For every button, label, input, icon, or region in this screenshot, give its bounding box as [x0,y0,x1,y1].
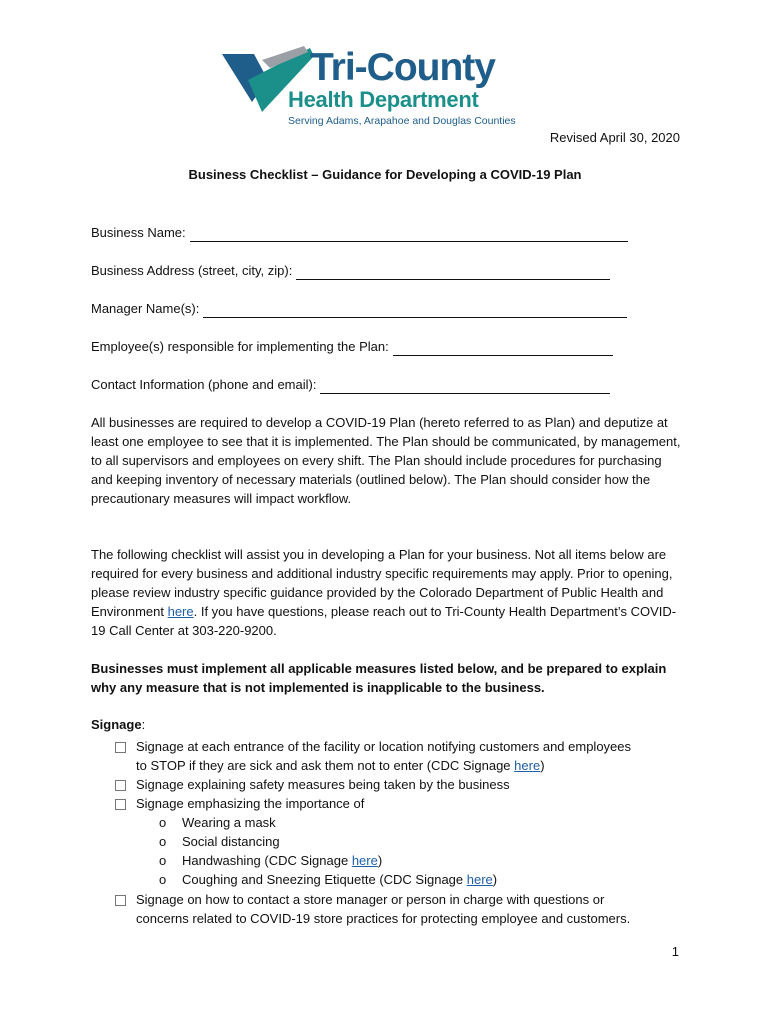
must-implement-paragraph: Businesses must implement all applicable measures listed below, and be prepared to explain why any measure that is not implemented is inapplicable to the business. [91,661,667,695]
sub-item-text-close: ) [377,853,383,868]
handwashing-link[interactable]: here [351,853,378,868]
checklist-item-safety-measures [136,775,510,794]
cdphe-guidance-link[interactable]: here [167,604,194,619]
revised-date: Revised April 30, 2020 [549,130,680,145]
checkbox[interactable] [115,799,126,810]
signage-heading [91,715,145,734]
item-text: Signage at each entrance of the facility or location notifying customers and employees [136,739,632,754]
checkbox[interactable] [115,895,126,906]
business-address-label: Business Address (street, city, zip): [91,263,293,278]
employee-responsible-label: Employee(s) responsible for implementing the Plan: [91,339,389,354]
business-name-field [91,224,628,242]
bullet-marker: o [159,815,167,830]
logo-subtitle: Health Department [288,87,479,112]
sub-item-text: Handwashing (CDC Signage [182,853,352,868]
checklist-paragraph [91,545,683,640]
item-text: Signage on how to contact a store manager or person in charge with questions or [136,892,605,907]
checklist-item-contact-manager-cont [136,909,630,928]
logo-serving-text: Serving Adams, Arapahoe and Douglas Counties [288,115,516,127]
checklist-item-entrance-signage-cont [136,756,545,775]
contact-info-blank[interactable] [320,379,610,394]
item-text-close: ) [540,758,545,773]
page-title: Business Checklist – Guidance for Developing a COVID-19 Plan [188,167,582,182]
logo-title: Tri-County [310,46,495,89]
sub-item-distancing [159,832,280,851]
sub-item-coughing [159,870,498,889]
employee-responsible-blank[interactable] [393,341,613,356]
item-text: to STOP if they are sick and ask them not to enter (CDC Signage [136,758,515,773]
bullet-marker: o [159,853,167,868]
manager-name-field [91,300,627,318]
checklist-text-after: . If you have questions, please reach out to Tri-County Health Department’s COVID-19 Call Center at 303-220-9200. [91,604,677,638]
contact-info-field [91,376,610,394]
sub-item-mask [159,813,276,832]
manager-name-blank[interactable] [203,303,627,318]
page-number: 1 [671,944,679,959]
item-text: concerns related to COVID-19 store practices for protecting employee and customers. [136,911,631,926]
tri-county-logo [222,44,552,130]
intro-paragraph: All businesses are required to develop a COVID-19 Plan (hereto referred to as Plan) and deputize at least one employee to see that it is implemented. The Plan should be communicated, by management, to all supervisors and employees on every shift. The Plan should include procedures for purchasing and keeping inventory of necessary materials (outlined below). The Plan should consider how the precautionary measures will impact workflow. [91,415,681,506]
checkbox[interactable] [115,742,126,753]
cdc-signage-link[interactable]: here [514,758,541,773]
employee-responsible-field [91,338,613,356]
coughing-etiquette-link[interactable]: here [466,872,493,887]
signage-heading-colon: : [141,717,146,732]
business-name-label: Business Name: [91,225,186,240]
business-address-blank[interactable] [296,265,610,280]
contact-info-label: Contact Information (phone and email): [91,377,317,392]
bullet-marker: o [159,834,167,849]
checkbox[interactable] [115,780,126,791]
business-name-blank[interactable] [190,227,628,242]
bullet-marker: o [159,872,167,887]
sub-item-handwashing [159,851,383,870]
signage-heading-text: Signage [91,717,142,732]
item-text: Signage emphasizing the importance of [136,796,365,811]
checklist-item-entrance-signage [136,737,631,756]
item-text: Signage explaining safety measures being taken by the business [136,777,510,792]
sub-item-text: Wearing a mask [182,815,276,830]
checklist-text-before: The following checklist will assist you in developing a Plan for your business. Not all items below are required for every business and additional industry specific requirements may apply. Prior to opening, please review industry specific guidance provided by the Colorado Department of Public Health and Environment [91,547,673,619]
checklist-item-contact-manager [136,890,604,909]
manager-name-label: Manager Name(s): [91,301,200,316]
business-address-field [91,262,610,280]
sub-item-text: Social distancing [182,834,280,849]
sub-item-text-close: ) [492,872,498,887]
checklist-item-importance [136,794,364,813]
sub-item-text: Coughing and Sneezing Etiquette (CDC Signage [182,872,467,887]
